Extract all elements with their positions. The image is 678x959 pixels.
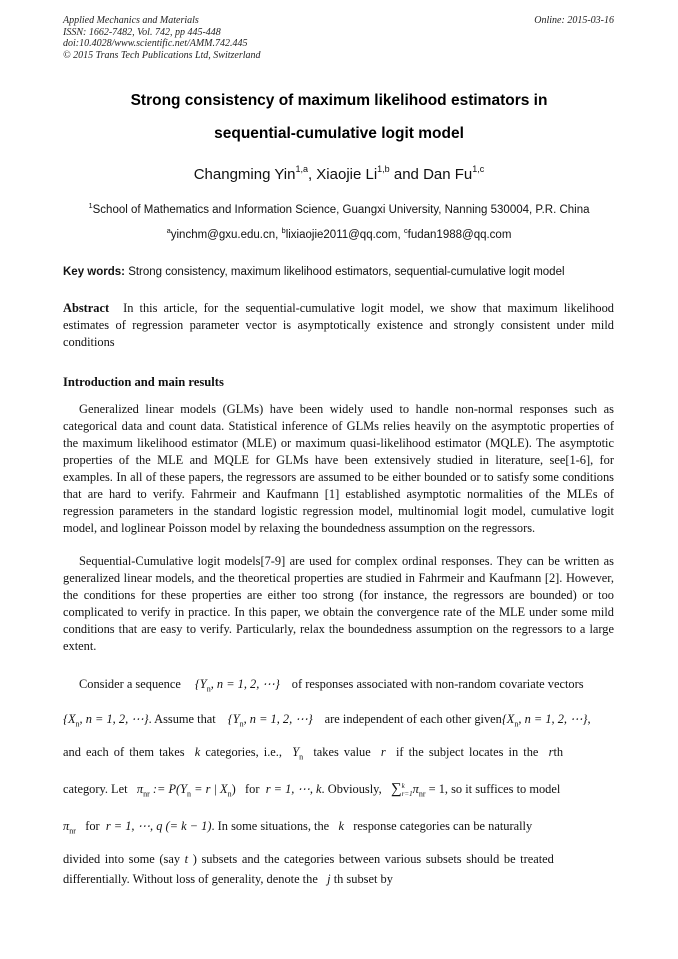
subscript: n <box>514 719 519 729</box>
abstract <box>63 300 614 351</box>
text-run: takes value <box>313 745 371 759</box>
var-pi: π <box>136 782 144 796</box>
text-run: . In some situations, the <box>211 819 330 833</box>
email-link[interactable]: lixiaojie2011@qq.com <box>285 229 398 241</box>
text-run: th subset by <box>333 872 393 886</box>
subscript: nr <box>69 826 76 836</box>
author-separator: , <box>307 166 317 183</box>
text-run: response categories can be naturally <box>353 819 533 833</box>
author-name: Dan Fu <box>423 166 473 183</box>
affiliation <box>0 201 678 216</box>
author-separator: and <box>389 166 424 183</box>
definition: = r | X <box>191 782 228 796</box>
text-run: , <box>587 712 591 726</box>
var-pi: π <box>412 782 419 796</box>
author-name: Changming Yin <box>193 166 296 183</box>
sequence-Y-rest: , n = 1, 2, ⋯} <box>210 677 280 691</box>
range: r = 1, ⋯, k <box>265 782 322 796</box>
sequence-X-rest: , n = 1, 2, ⋯} <box>79 712 149 726</box>
author-name: Xiaojie Li <box>316 166 378 183</box>
text-run: for <box>85 819 100 833</box>
journal-name: Applied Mechanics and Materials <box>63 15 199 26</box>
sequence-Y-rest: , n = 1, 2, ⋯} <box>243 712 313 726</box>
math-line-7 <box>63 872 614 887</box>
text-run: are independent of each other given <box>324 712 502 726</box>
issn-line: ISSN: 1662-7482, Vol. 742, pp 445-448 <box>63 26 221 38</box>
math-line-3 <box>63 745 614 761</box>
text-run: of responses associated with non-random covariate vectors <box>291 677 584 691</box>
range: r = 1, ⋯, q (= k − 1) <box>105 819 212 833</box>
sequence-X: {X <box>501 712 515 726</box>
doi-line[interactable]: doi:10.4028/www.scientific.net/AMM.742.445 <box>63 38 248 49</box>
email-sup: a <box>166 226 171 235</box>
sequence-Y: {Y <box>227 712 240 726</box>
sequence-Y: {Y <box>194 677 207 691</box>
math-line-1 <box>63 676 614 693</box>
email-link[interactable]: yinchm@gxu.edu.cn <box>170 229 276 241</box>
title-line-2: sequential-cumulative logit model <box>214 125 464 142</box>
text-run: if the subject locates in the <box>395 745 539 759</box>
author-sup: 1,c <box>472 164 485 174</box>
equation: = 1 <box>425 782 445 796</box>
email-link[interactable]: fudan1988@qq.com <box>407 229 512 241</box>
keywords-label: Key words: <box>63 266 125 278</box>
var-k: k <box>194 745 201 759</box>
online-date: Online: 2015-03-16 <box>534 15 614 26</box>
journal-header <box>63 15 261 61</box>
math-line-5 <box>63 818 614 835</box>
var-r: r <box>548 745 554 759</box>
subscript: n <box>75 719 80 729</box>
text-run: and each of them takes <box>63 745 185 759</box>
definition: ) <box>231 782 236 796</box>
text-run: for <box>245 782 260 796</box>
math-line-6 <box>63 852 614 867</box>
email-separator: , <box>397 229 404 241</box>
definition: := P(Y <box>152 782 188 796</box>
subscript: n <box>187 789 192 799</box>
subscript: n <box>227 789 232 799</box>
subscript: n <box>239 719 244 729</box>
text-run: divided into some (say <box>63 852 181 866</box>
copyright-line: © 2015 Trans Tech Publications Ltd, Switzerland <box>63 49 261 61</box>
email-sup: c <box>403 226 408 235</box>
sum-lower: r=1 <box>401 790 413 799</box>
keywords-text: Strong consistency, maximum likelihood estimators, sequential-cumulative logit model <box>125 266 565 278</box>
email-separator: , <box>275 229 282 241</box>
text-run: ) subsets and the categories between various subsets should be treated <box>192 852 554 866</box>
text-run: th <box>553 745 564 759</box>
var-t: t <box>184 852 189 866</box>
text-run: . Assume that <box>148 712 216 726</box>
math-line-2 <box>63 711 614 728</box>
keywords <box>63 266 623 278</box>
subscript: nr <box>143 789 150 799</box>
var-r: r <box>380 745 386 759</box>
intro-paragraph-1: Generalized linear models (GLMs) have been widely used to handle non-normal responses such as categorical data and count data. Statistical inference of GLMs relies heavily on the asymptotic properties of the maximum likelihood estimator (MLE) or maximum quasi-likelihood estimator (MQLE). The asymptotic properties of the MLE and MQLE for GLMs have been extensively studied in literature, see[1-6], for examples. In all of these papers, the regressors are assumed to be either bounded or to satisfy some conditions that are hard to verify. Fahrmeir and Kaufmann [1] established asymptotic normalities of the MLEs of regression parameters in the standard logistic regression model, multinomial logit model, cumulative logit model, and loglinear Poisson model by relaxing the boundedness assumption on the regressors. <box>63 402 614 535</box>
text-run: , so it suffices to model <box>444 782 561 796</box>
sum-symbol: ∑ <box>390 781 402 797</box>
subscript: n <box>206 684 211 694</box>
intro-paragraph-2: Sequential-Cumulative logit models[7-9] are used for complex ordinal responses. They can be written as generalized linear models, and the theoretical properties are studied in Fahrmeir and Kaufmann [2]. However, the conditions for these properties are either too strong (for instance, the regressors are bounded) or too complicated to verify in practice. In this paper, we obtain the convergence rate of the MLE under some mild conditions that are easy to verify. Particularly, relax the boundedness assumption on the regressors to a large extent. <box>63 554 614 653</box>
author-sup: 1,b <box>377 164 390 174</box>
subscript: nr <box>418 789 426 799</box>
author-list <box>0 166 678 183</box>
var-Y: Y <box>292 745 300 759</box>
text-run: . Obviously, <box>321 782 382 796</box>
sequence-X-rest: , n = 1, 2, ⋯} <box>518 712 588 726</box>
author-sup: 1,a <box>295 164 308 174</box>
var-j: j <box>327 872 331 886</box>
math-line-4 <box>63 781 614 798</box>
text-run: differentially. Without loss of generality, denote the <box>63 872 318 886</box>
affiliation-text: School of Mathematics and Information Science, Guangxi University, Nanning 530004, P.R. China <box>92 204 590 216</box>
text-run: category. Let <box>63 782 128 796</box>
var-k: k <box>338 819 344 833</box>
text-run: Consider a sequence <box>79 677 181 691</box>
var-pi: π <box>63 819 70 833</box>
abstract-label: Abstract <box>63 301 110 315</box>
affiliation-sup: 1 <box>88 201 93 210</box>
text-run: categories, i.e., <box>205 745 282 759</box>
abstract-text: In this article, for the sequential-cumulative logit model, we show that maximum likelihood estimates of regression parameter vector is asymptotically existence and strongly consistent under mild conditions <box>63 301 614 349</box>
email-sup: b <box>281 226 286 235</box>
sequence-X: {X <box>63 712 76 726</box>
section-heading: Introduction and main results <box>63 375 224 389</box>
title-line-1: Strong consistency of maximum likelihood estimators in <box>130 92 548 109</box>
sum-upper: k <box>401 782 405 791</box>
subscript: n <box>299 752 304 762</box>
email-list <box>0 226 678 241</box>
